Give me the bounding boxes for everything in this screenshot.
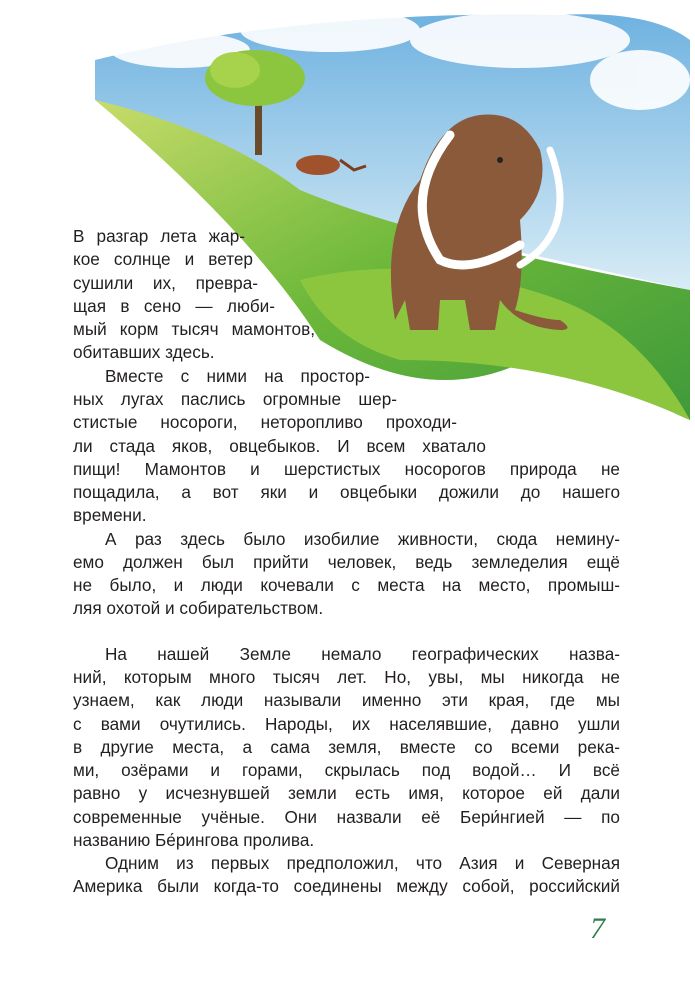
text-line: ний, которым много тысяч лет. Но, увы, мы никогда не [73,667,620,687]
text-line: пищи! Мамонтов и шерстистых носорогов природа не [73,459,620,479]
text-line: мый корм тысяч мамонтов, [73,319,315,339]
text-line: Вместе с ними на простор- [105,366,370,386]
text-line: В разгар лета жар- [73,226,245,246]
text-line: ли стада яков, овцебыков. И всем хватало [73,436,486,456]
page-number: 7 [590,912,605,945]
text-line: ных лугах паслись огромные шер- [73,389,397,409]
text-line: равно у исчезнувшей земли есть имя, которое ей дали [73,783,620,803]
text-line: времени. [73,505,147,525]
text-line: пощадила, а вот яки и овцебыки дожили до нашего [73,482,620,502]
text-line: узнаем, как люди называли именно эти края, где мы [73,690,620,710]
text-line: На нашей Земле немало географических назва- [105,644,620,664]
text-line: ляя охотой и собирательством. [73,598,324,618]
text-line: в другие места, а сама земля, вместе со всеми река- [73,737,620,757]
text-line: обитавших здесь. [73,342,215,362]
text-line: Одним из первых предположил, что Азия и Северная [105,853,620,873]
text-line: современные учёные. Они назвали её Бери́нгией — по [73,807,620,827]
text-line: Америка были когда-то соединены между собой, российский [73,876,620,896]
text-line: кое солнце и ветер [73,249,253,269]
text-line: сушили их, превра- [73,273,258,293]
text-line: названию Бе́рингова пролива. [73,830,315,850]
text-line: стистые носороги, неторопливо проходи- [73,412,457,432]
text-line: не было, и люди кочевали с места на место, промыш- [73,575,620,595]
text-line: ми, озёрами и горами, скрылась под водой… И всё [73,760,620,780]
text-line: А раз здесь было изобилие живности, сюда немину- [105,529,620,549]
text-line: с вами очутились. Народы, их населявшие, давно ушли [73,714,620,734]
text-line: щая в сено — люби- [73,296,275,316]
text-line: емо должен был прийти человек, ведь земледелия ещё [73,552,620,572]
